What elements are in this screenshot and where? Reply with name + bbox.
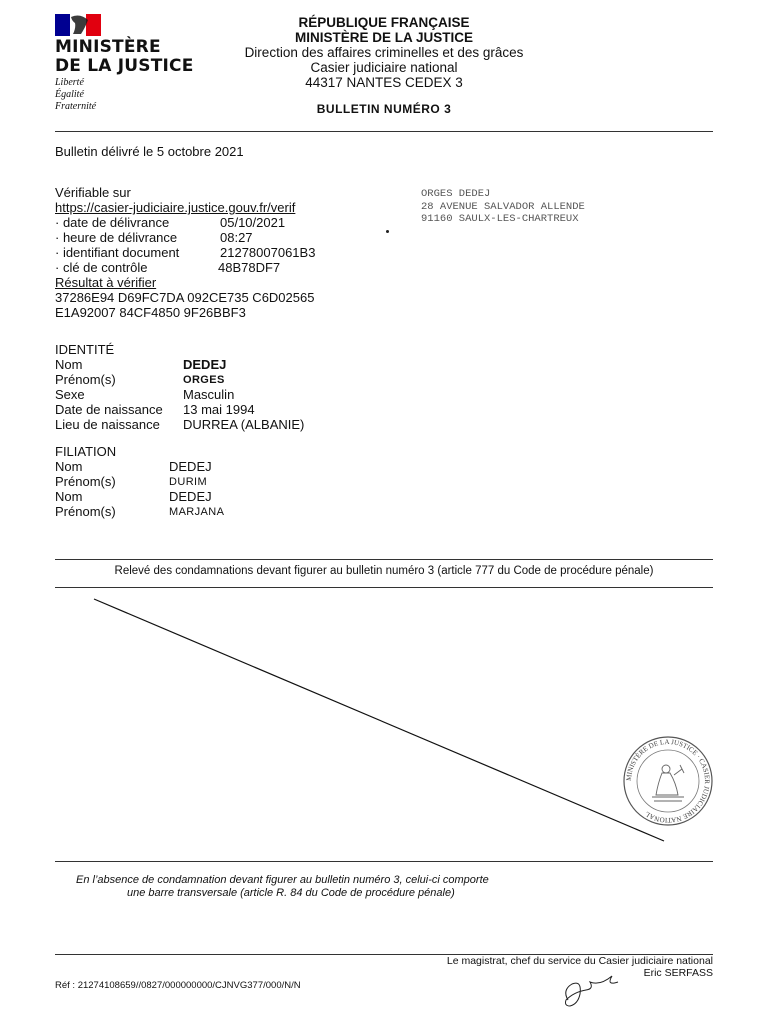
filiation-father-nom-value: DEDEJ — [169, 459, 212, 474]
address-line-2: 28 AVENUE SALVADOR ALLENDE — [421, 200, 585, 213]
identity-prenom-label: Prénom(s) — [55, 372, 116, 387]
field-doc-id-value: 21278007061B3 — [220, 245, 316, 260]
identity-nom-value: DEDEJ — [183, 357, 227, 372]
handwritten-signature-icon — [560, 970, 640, 1010]
seal-text: MINISTÈRE DE LA JUSTICE · CASIER JUDICIAIRE NATIONAL — [624, 737, 712, 825]
field-doc-id-label: · identifiant document — [55, 245, 180, 260]
filiation-mother-prenom-label: Prénom(s) — [55, 504, 116, 519]
ministry-seal-stamp — [622, 735, 714, 827]
identity-birthdate-label: Date de naissance — [55, 402, 163, 417]
motto-fraternite: Fraternité — [55, 101, 97, 112]
header-line-service: Casier judiciaire national — [310, 60, 458, 75]
identity-birthplace-value: DURREA (ALBANIE) — [183, 417, 305, 432]
field-time-value: 08:27 — [220, 230, 253, 245]
footnote-line-2: une barre transversale (article R. 84 du Code de procédure pénale) — [127, 887, 455, 899]
result-label: Résultat à vérifier — [55, 275, 157, 290]
result-line-2: E1A92007 84CF4850 9F26BBF3 — [55, 305, 246, 320]
field-date-value: 05/10/2021 — [220, 215, 286, 230]
identity-nom-label: Nom — [55, 357, 83, 372]
logo-line-1: MINISTÈRE — [55, 37, 161, 57]
identity-sexe-value: Masculin — [183, 387, 235, 402]
header-line-direction: Direction des affaires criminelles et des grâces — [244, 45, 524, 60]
header-line-ministry: MINISTÈRE DE LA JUSTICE — [294, 30, 474, 45]
signature-title: Le magistrat, chef du service du Casier judiciaire national — [446, 955, 713, 967]
filiation-father-prenom-label: Prénom(s) — [55, 474, 116, 489]
bulletin-title: BULLETIN NUMÉRO 3 — [316, 102, 452, 116]
identity-prenom-value: ORGES — [183, 374, 225, 386]
signature-name: Eric SERFASS — [643, 967, 713, 979]
signature-block — [380, 955, 713, 979]
identity-sexe-label: Sexe — [55, 387, 85, 402]
filiation-father-nom-label: Nom — [55, 459, 83, 474]
identity-birthplace-label: Lieu de naissance — [55, 417, 160, 432]
footnote — [76, 874, 546, 900]
convictions-bottom-divider — [55, 861, 713, 862]
motto-egalite: Égalité — [55, 89, 84, 100]
field-control-key-label: · clé de contrôle — [55, 260, 148, 275]
logo-line-2: DE LA JUSTICE — [55, 56, 194, 76]
field-date-label: · date de délivrance — [55, 215, 170, 230]
identity-heading: IDENTITÉ — [55, 342, 115, 357]
field-control-key-value: 48B78DF7 — [218, 260, 281, 275]
identity-birthdate-value: 13 mai 1994 — [183, 402, 255, 417]
footnote-line-1: En l’absence de condamnation devant figurer au bulletin numéro 3, celui-ci comporte — [76, 874, 489, 886]
seal-figure-icon — [652, 765, 684, 801]
document-reference: Réf : 21274108659//0827/000000000/CJNVG377/000/N/N — [55, 980, 301, 991]
result-line-1: 37286E94 D69FC7DA 092CE735 C6D02565 — [55, 290, 315, 305]
field-time-label: · heure de délivrance — [55, 230, 178, 245]
header-line-address: 44317 NANTES CEDEX 3 — [305, 75, 463, 90]
filiation-mother-prenom-value: MARJANA — [169, 506, 225, 518]
convictions-header: Relevé des condamnations devant figurer au bulletin numéro 3 (article 777 du Code de procédure pénale) — [114, 565, 654, 577]
filiation-father-prenom-value: DURIM — [169, 476, 208, 488]
issued-date: Bulletin délivré le 5 octobre 2021 — [55, 144, 244, 159]
filiation-mother-nom-value: DEDEJ — [169, 489, 212, 504]
verify-label: Vérifiable sur — [55, 185, 131, 200]
address-line-3: 91160 SAULX-LES-CHARTREUX — [421, 213, 579, 225]
address-line-1: ORGES DEDEJ — [421, 188, 491, 200]
filiation-mother-nom-label: Nom — [55, 489, 83, 504]
filiation-heading: FILIATION — [55, 444, 117, 459]
verify-url-link[interactable]: https://casier-judiciaire.justice.gouv.fr/verif — [55, 200, 296, 215]
motto-liberte: Liberté — [55, 77, 84, 88]
header-line-republic: RÉPUBLIQUE FRANÇAISE — [298, 15, 470, 30]
transversal-bar-line — [94, 599, 664, 841]
